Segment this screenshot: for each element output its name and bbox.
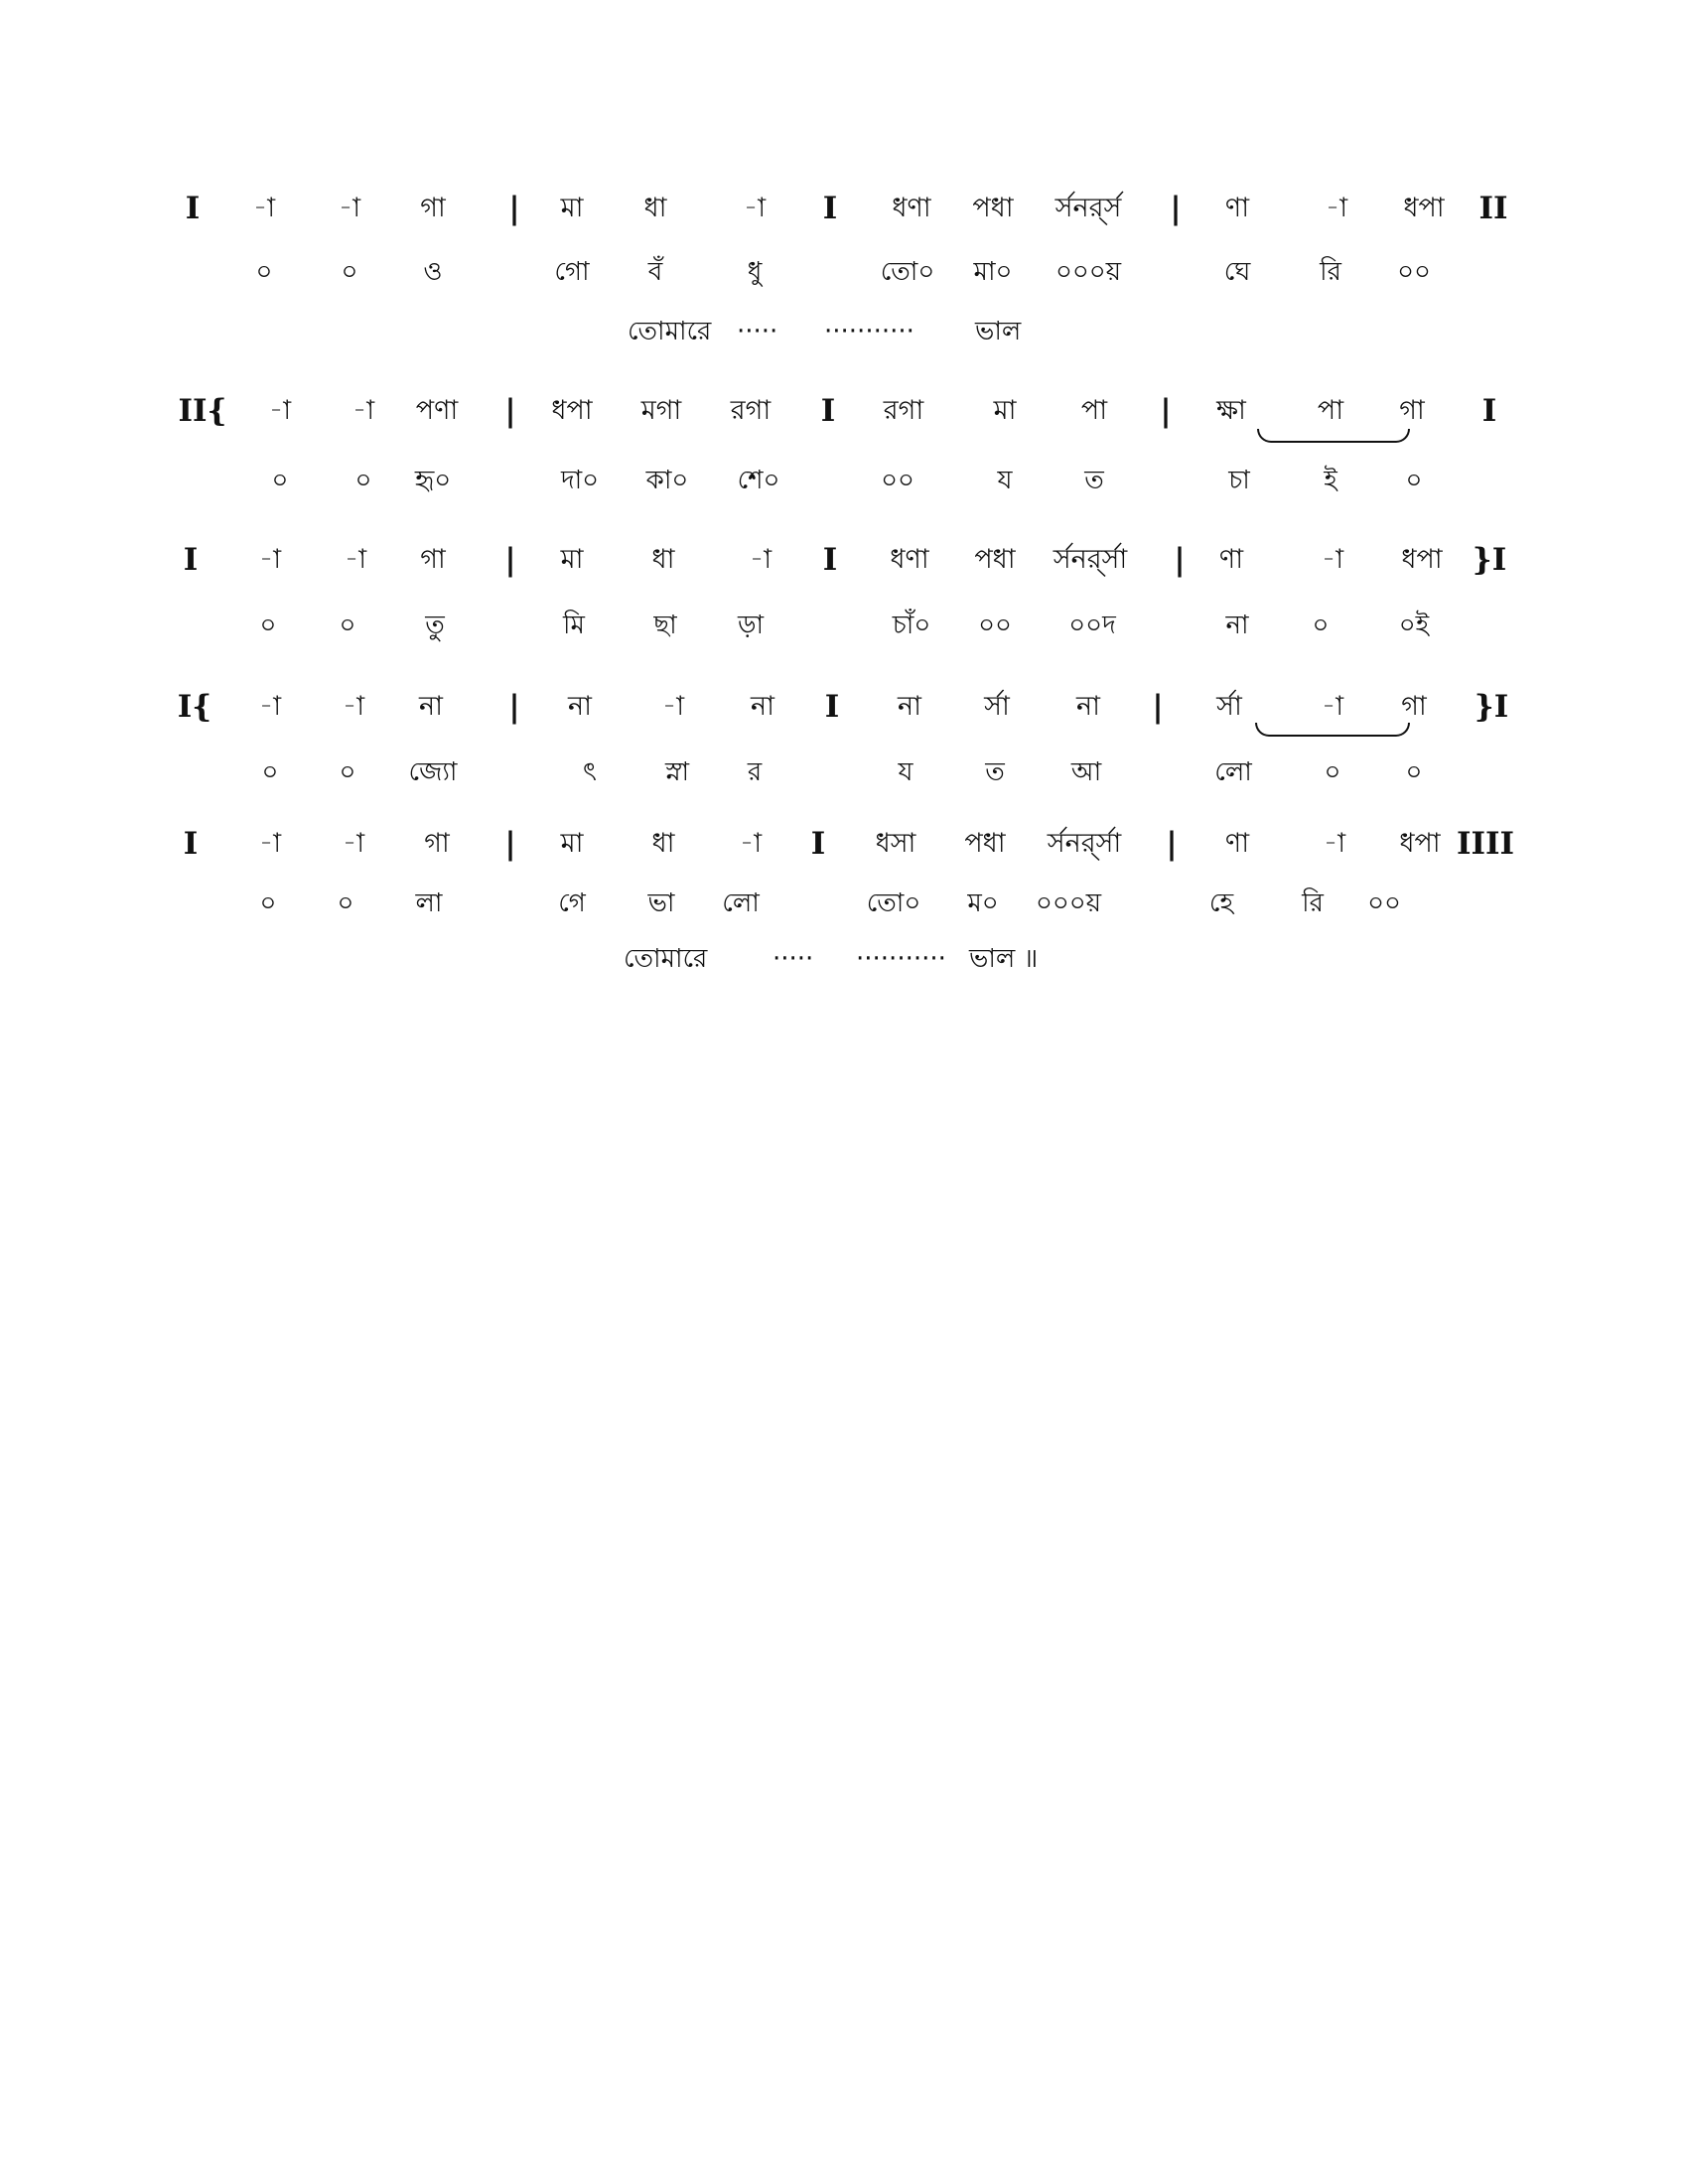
- lyric-syllable: য: [898, 757, 914, 787]
- bar-line: I: [810, 826, 826, 862]
- swara-note: না: [1076, 691, 1100, 722]
- lyric-syllable: ০০: [978, 611, 1012, 640]
- lyric-syllable: হৃ০: [414, 466, 452, 495]
- swara-note: ধপা: [1403, 193, 1445, 223]
- beat-divider: |: [508, 191, 520, 226]
- lyric-syllable: ছা: [653, 611, 677, 640]
- lyric-syllable: লো: [722, 888, 760, 918]
- lyric-syllable: ০০০য়: [1055, 257, 1122, 287]
- lyric-syllable: তু: [425, 611, 445, 640]
- lyric-syllable: ০: [337, 888, 354, 918]
- refrain-dots: ·····: [737, 317, 778, 346]
- lyric-row: [0, 250, 1688, 294]
- swara-note: মগা: [640, 395, 682, 426]
- refrain-end: ভাল: [975, 317, 1022, 346]
- lyric-syllable: আ: [1070, 757, 1102, 787]
- swara-note: পণা: [415, 395, 459, 426]
- swara-note: ধপা: [1399, 828, 1441, 859]
- swara-note: -া: [252, 193, 276, 223]
- lyric-syllable: তো০: [880, 257, 935, 287]
- bar-line: }I: [1472, 542, 1507, 578]
- lyric-syllable: ত: [1084, 466, 1104, 495]
- swara-note: -া: [1321, 691, 1344, 722]
- swara-note: পধা: [974, 544, 1016, 575]
- lyric-syllable: ও: [423, 257, 443, 287]
- lyric-syllable: ০০: [1397, 257, 1431, 287]
- swara-note: পা: [1317, 395, 1344, 426]
- swara-note: ধা: [651, 544, 675, 575]
- swara-note: র্সা: [984, 691, 1010, 722]
- swara-note: ণা: [1218, 544, 1244, 575]
- bar-line: I: [183, 542, 199, 578]
- swara-row: [0, 187, 1688, 230]
- bar-line: I: [183, 826, 199, 862]
- bar-line: I: [822, 191, 838, 226]
- beat-divider: |: [504, 826, 516, 862]
- swara-note: -া: [661, 691, 685, 722]
- swara-note: মা: [560, 193, 584, 223]
- swara-note: -া: [258, 691, 282, 722]
- lyric-syllable: ০: [1324, 757, 1341, 787]
- lyric-syllable: লো: [1214, 757, 1252, 787]
- swara-note: পধা: [972, 193, 1014, 223]
- lyric-syllable: র: [747, 757, 763, 787]
- lyric-syllable: লা: [415, 888, 443, 918]
- swara-note: ণা: [1224, 828, 1250, 859]
- lyric-row: [0, 604, 1688, 647]
- lyric-syllable: ০: [1405, 466, 1423, 495]
- bar-line: I: [820, 393, 836, 429]
- lyric-syllable: ০: [341, 257, 358, 287]
- swara-row: [0, 822, 1688, 866]
- lyric-syllable: স্না: [664, 757, 690, 787]
- lyric-syllable: গো: [554, 257, 590, 287]
- swara-note: -া: [342, 828, 365, 859]
- swara-note: ধা: [651, 828, 675, 859]
- swara-row: [0, 389, 1688, 433]
- bar-line: I: [824, 689, 840, 725]
- lyric-syllable: বঁ: [647, 257, 663, 287]
- swara-note: না: [419, 691, 443, 722]
- swara-note: পধা: [964, 828, 1006, 859]
- swara-note: -া: [352, 395, 375, 426]
- lyric-syllable: তো০: [866, 888, 921, 918]
- bar-line: I{: [177, 689, 212, 725]
- beat-divider: |: [508, 689, 520, 725]
- lyric-syllable: হে: [1208, 888, 1234, 918]
- swara-note: -া: [258, 544, 282, 575]
- beat-divider: |: [1174, 542, 1186, 578]
- bar-line: I: [1481, 393, 1497, 429]
- swara-note: র্সনর্র্স: [1055, 193, 1122, 223]
- lyric-syllable: ০০: [1367, 888, 1401, 918]
- refrain-dots: ·····: [773, 944, 814, 974]
- swara-note: -া: [1323, 828, 1346, 859]
- bar-line: }I: [1474, 689, 1509, 725]
- swara-note: র্সা: [1216, 691, 1242, 722]
- swara-note: গা: [420, 544, 446, 575]
- swara-note: না: [751, 691, 774, 722]
- swara-note: -া: [743, 193, 767, 223]
- slur-mark: [1257, 429, 1410, 443]
- beat-divider: |: [1152, 689, 1164, 725]
- swara-note: না: [568, 691, 592, 722]
- lyric-syllable: ০০দ: [1068, 611, 1116, 640]
- swara-note: ধসা: [875, 828, 916, 859]
- beat-divider: |: [1170, 191, 1182, 226]
- swara-note: -া: [1325, 193, 1348, 223]
- lyric-syllable: ০০০য়: [1035, 888, 1102, 918]
- lyric-syllable: ঘে: [1223, 257, 1251, 287]
- bar-line: II: [1478, 191, 1508, 226]
- lyric-syllable: ০: [271, 466, 289, 495]
- bar-line: IIII: [1456, 826, 1515, 862]
- swara-note: ণা: [1224, 193, 1250, 223]
- lyric-syllable: ই: [1324, 466, 1337, 495]
- refrain-start: তোমারে: [624, 944, 708, 974]
- swara-row: [0, 538, 1688, 582]
- swara-note: ধপা: [1401, 544, 1443, 575]
- swara-note: -া: [258, 828, 282, 859]
- lyric-syllable: ভা: [647, 888, 675, 918]
- refrain-dots: ···········: [856, 944, 946, 974]
- beat-divider: |: [504, 542, 516, 578]
- lyric-syllable: দা০: [560, 466, 600, 495]
- lyric-syllable: ০: [354, 466, 372, 495]
- swara-note: গা: [1401, 691, 1427, 722]
- swara-note: গা: [420, 193, 446, 223]
- refrain-line: [0, 310, 1688, 353]
- swara-note: -া: [268, 395, 292, 426]
- swara-note: মা: [560, 544, 584, 575]
- bar-line: I: [185, 191, 201, 226]
- swara-note: গা: [424, 828, 450, 859]
- swara-note: মা: [560, 828, 584, 859]
- lyric-syllable: মি: [563, 611, 585, 640]
- lyric-syllable: না: [1225, 611, 1249, 640]
- lyric-row: [0, 751, 1688, 794]
- lyric-syllable: চা: [1228, 466, 1250, 495]
- swara-note: -া: [739, 828, 763, 859]
- swara-note: পা: [1080, 395, 1108, 426]
- swara-note: ধণা: [890, 544, 929, 575]
- swara-note: ধা: [643, 193, 667, 223]
- beat-divider: |: [1160, 393, 1172, 429]
- lyric-syllable: জ্যো: [408, 757, 458, 787]
- lyric-syllable: ০: [1405, 757, 1423, 787]
- swara-row: [0, 685, 1688, 729]
- bar-line: I: [822, 542, 838, 578]
- lyric-syllable: ০: [1312, 611, 1330, 640]
- swara-note: -া: [749, 544, 773, 575]
- refrain-line: [0, 937, 1688, 981]
- beat-divider: |: [1166, 826, 1178, 862]
- swara-note: গা: [1399, 395, 1425, 426]
- lyric-syllable: ০: [259, 888, 277, 918]
- refrain-start: তোমারে: [628, 317, 712, 346]
- swara-note: -া: [1321, 544, 1344, 575]
- lyric-syllable: ০: [259, 611, 277, 640]
- lyric-syllable: গে: [558, 888, 586, 918]
- refrain-end: ভাল ॥: [969, 944, 1039, 974]
- swara-note: রগা: [883, 395, 924, 426]
- lyric-syllable: কা০: [645, 466, 689, 495]
- lyric-syllable: ০: [261, 757, 279, 787]
- lyric-syllable: ৎ: [583, 757, 597, 787]
- lyric-syllable: য: [997, 466, 1013, 495]
- lyric-syllable: ০০: [881, 466, 914, 495]
- swara-note: -া: [338, 193, 361, 223]
- lyric-syllable: ধু: [747, 257, 763, 287]
- beat-divider: |: [504, 393, 516, 429]
- lyric-syllable: শে০: [737, 466, 780, 495]
- swara-note: না: [898, 691, 921, 722]
- lyric-syllable: ০ই: [1398, 611, 1430, 640]
- slur-mark: [1255, 723, 1410, 737]
- lyric-syllable: রি: [1320, 257, 1341, 287]
- lyric-syllable: ড়া: [737, 611, 765, 640]
- lyric-syllable: চাঁ০: [892, 611, 931, 640]
- lyric-syllable: মা০: [973, 257, 1013, 287]
- lyric-syllable: ০: [339, 611, 356, 640]
- swara-note: -া: [344, 544, 367, 575]
- lyric-row: [0, 459, 1688, 502]
- swara-note: র্সনর্র্সা: [1047, 828, 1122, 859]
- lyric-syllable: ০: [255, 257, 273, 287]
- swara-note: রগা: [730, 395, 772, 426]
- lyric-syllable: ০: [339, 757, 356, 787]
- lyric-syllable: ত: [985, 757, 1005, 787]
- swara-note: র্সনর্র্সা: [1053, 544, 1128, 575]
- swara-note: মা: [993, 395, 1017, 426]
- swara-note: -া: [342, 691, 365, 722]
- lyric-row: [0, 882, 1688, 925]
- swara-note: ধণা: [892, 193, 931, 223]
- lyric-syllable: ম০: [967, 888, 999, 918]
- swara-note: ধপা: [551, 395, 593, 426]
- swara-note: ক্ষা: [1216, 395, 1246, 426]
- lyric-syllable: রি: [1302, 888, 1324, 918]
- refrain-dots: ···········: [824, 317, 914, 346]
- bar-line: II{: [178, 393, 227, 429]
